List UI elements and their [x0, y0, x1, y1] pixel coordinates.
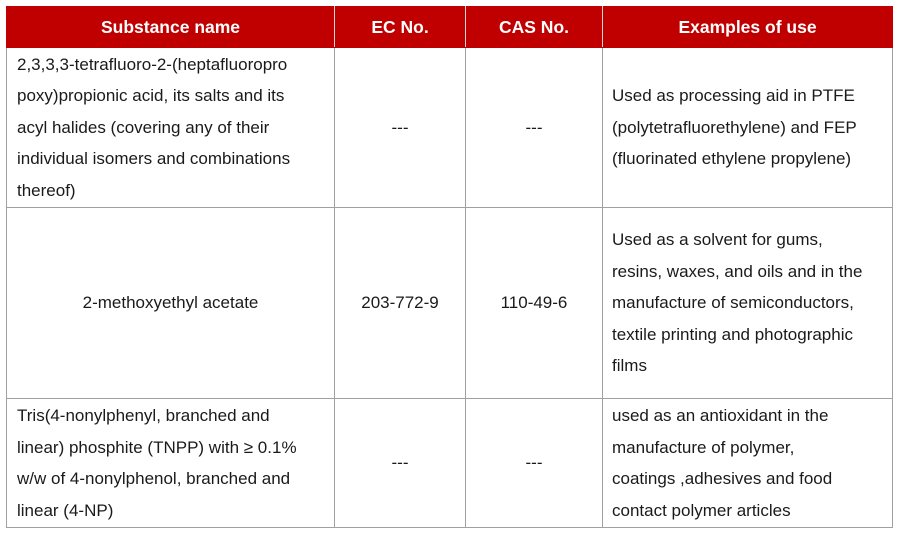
use-line: Used as processing aid in PTFE — [612, 86, 855, 106]
table-row — [7, 208, 893, 399]
substance-name-line: linear (4-NP) — [17, 500, 114, 520]
use-line: coatings ,adhesives and food — [612, 469, 833, 488]
examples-of-use-cell — [603, 208, 893, 399]
substance-name-cell — [7, 399, 335, 528]
use-line: manufacture of polymer, — [612, 437, 795, 457]
table-row — [7, 399, 893, 528]
table-row — [7, 48, 893, 208]
use-line: films — [612, 356, 647, 376]
header-examples-of-use: Examples of use — [603, 7, 893, 48]
substance-table — [6, 6, 893, 528]
use-line: (fluorinated ethylene propylene) — [612, 149, 852, 169]
substance-name-line: 2,3,3,3-tetrafluoro-2-(heptafluoropro — [17, 54, 288, 74]
header-row — [7, 7, 893, 48]
substance-name-cell — [7, 48, 335, 208]
ec-no-cell: --- — [335, 399, 466, 528]
use-line: used as an antioxidant in the — [612, 406, 829, 425]
cas-no-cell: --- — [466, 399, 603, 528]
substance-name-cell — [7, 208, 335, 399]
use-line: (polytetrafluorethylene) and FEP — [612, 117, 857, 137]
substance-name-line: individual isomers and combinations — [17, 149, 291, 169]
substance-name-line: w/w of 4-nonylphenol, branched and — [17, 469, 291, 488]
use-line: contact polymer articles — [612, 500, 791, 520]
ec-no-cell: --- — [335, 48, 466, 208]
use-line: resins, waxes, and oils and in the — [612, 261, 863, 281]
examples-of-use-cell — [603, 399, 893, 528]
substance-name-line: poxy)propionic acid, its salts and its — [17, 86, 285, 106]
header-cas-no: CAS No. — [466, 7, 603, 48]
use-line: manufacture of semiconductors, — [612, 293, 854, 313]
ec-no-cell: 203-772-9 — [335, 208, 466, 399]
header-ec-no: EC No. — [335, 7, 466, 48]
substance-table-container — [6, 6, 892, 528]
cas-no-cell: 110-49-6 — [466, 208, 603, 399]
substance-name-line: linear) phosphite (TNPP) with ≥ 0.1% — [17, 437, 297, 457]
cas-no-cell: --- — [466, 48, 603, 208]
use-line: textile printing and photographic — [612, 324, 853, 344]
examples-of-use-cell — [603, 48, 893, 208]
substance-name-line: Tris(4-nonylphenyl, branched and — [17, 406, 270, 425]
substance-name-line: thereof) — [17, 180, 76, 200]
use-line: Used as a solvent for gums, — [612, 230, 823, 250]
header-substance-name: Substance name — [7, 7, 335, 48]
substance-name-line: 2-methoxyethyl acetate — [82, 293, 259, 313]
substance-name-line: acyl halides (covering any of their — [17, 117, 270, 137]
